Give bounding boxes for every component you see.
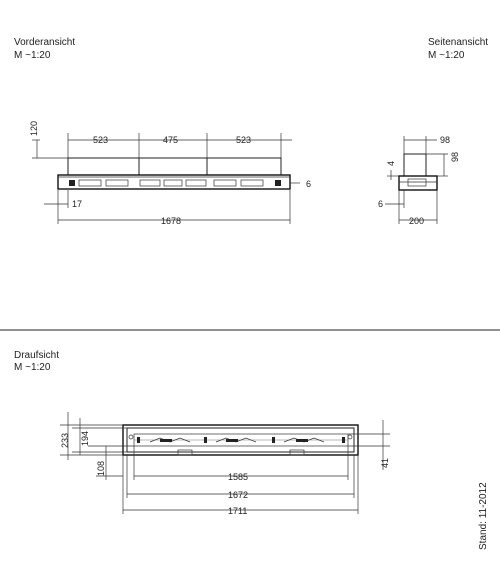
top-length-outer-label: 1711 [228, 506, 248, 516]
front-left-offset-label: 17 [72, 199, 83, 209]
side-offset-label: 6 [378, 199, 384, 209]
top-offset-bottom-label: 108 [96, 460, 106, 476]
top-view-scale: M ~1:20 [14, 362, 51, 373]
front-slot [79, 180, 101, 186]
front-view-title: Vorderansicht [14, 37, 76, 48]
top-depth-inner-label: 194 [80, 430, 90, 446]
side-top-block [404, 154, 426, 176]
side-view-title: Seitenansicht [428, 37, 489, 48]
top-view-title: Draufsicht [14, 350, 60, 361]
top-length-mid-label: 1672 [228, 490, 249, 500]
front-view [29, 121, 311, 226]
front-total-width-label: 1678 [161, 216, 182, 226]
top-view [60, 412, 390, 516]
side-view [378, 135, 460, 226]
side-small-height-label: 4 [386, 160, 396, 166]
front-vent-right [275, 180, 281, 186]
front-center-panel [164, 180, 182, 186]
side-top-width-label: 98 [440, 135, 451, 145]
side-view-scale: M ~1:20 [428, 50, 465, 61]
side-depth-label: 200 [409, 216, 425, 226]
top-offset-right-label: 41 [380, 457, 390, 468]
front-segment-right-label: 523 [236, 135, 252, 145]
front-segment-middle-label: 475 [163, 135, 179, 145]
front-right-offset-label: 6 [306, 179, 312, 189]
revision-stamp: Stand: 11-2012 [478, 482, 489, 550]
front-vent-left [69, 180, 75, 186]
side-top-height-label: 98 [450, 151, 460, 162]
top-length-inner-label: 1585 [228, 472, 249, 482]
front-height-label: 120 [29, 120, 39, 136]
front-segment-left-label: 523 [93, 135, 109, 145]
front-view-scale: M ~1:20 [14, 50, 51, 61]
side-base-body [399, 176, 437, 190]
front-glass-frame [68, 158, 281, 175]
top-depth-outer-label: 233 [60, 432, 70, 448]
